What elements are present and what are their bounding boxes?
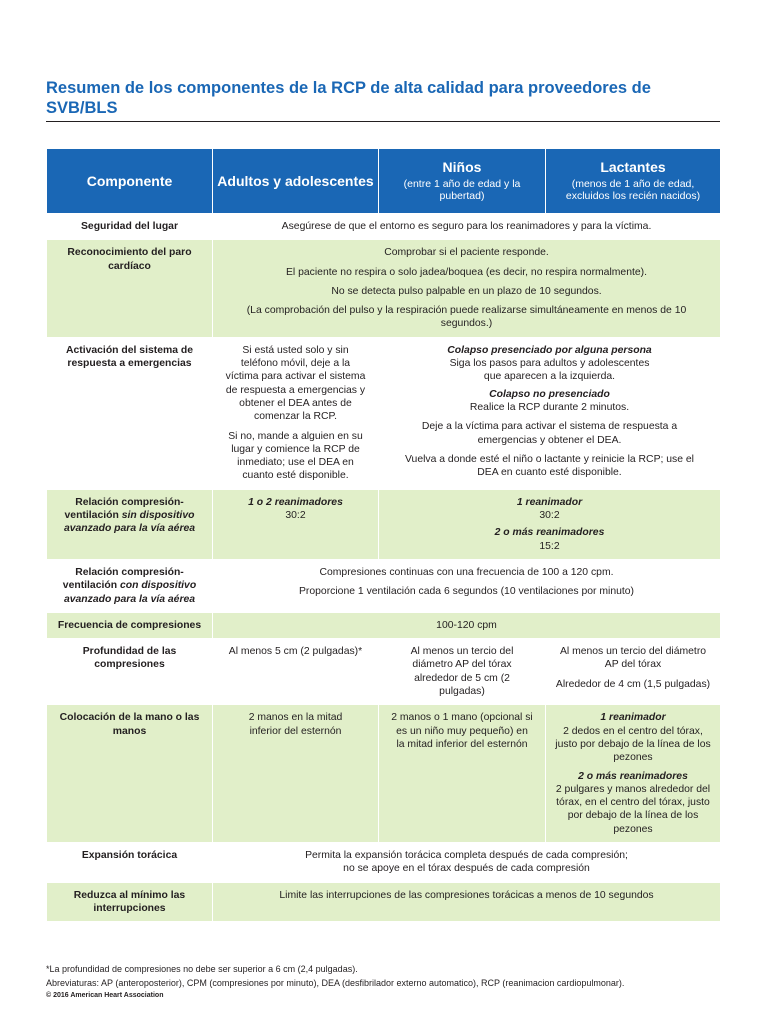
row-label-profundidad: Profundidad de las compresiones: [47, 639, 213, 705]
relacion-sin-label-a: Relación compresión-ventilación: [64, 496, 184, 522]
profundidad-lactantes-1: Al menos un tercio del diámetro AP del tórax: [559, 646, 707, 671]
header-adultos: Adultos y adolescentes: [213, 149, 379, 214]
colocacion-one-text: 2 dedos en el centro del tórax, justo por debajo de la línea de los pezones: [555, 725, 711, 764]
relacion-two-value: 15:2: [539, 540, 560, 552]
cell-activacion-ninos-lactantes: [379, 337, 721, 489]
cell-relacion-sin-ninos-lactantes: [379, 489, 721, 559]
cell-frecuencia: 100-120 cpm: [213, 612, 721, 638]
row-interrupciones: [47, 882, 721, 922]
relacion-con-label-a: Relación compresión-ventilación: [62, 566, 184, 592]
footnote-depth: *La profundidad de compresiones no debe ser superior a 6 cm (2,4 pulgadas).: [46, 964, 358, 974]
copyright: © 2016 American Heart Association: [46, 992, 164, 999]
expansion-line2: no se apoye en el tórax después de cada compresión: [343, 863, 590, 875]
table-header-row: [47, 149, 721, 214]
cell-relacion-con: [213, 559, 721, 612]
relacion-sin-adultos-head: 1 o 2 reanimadores: [248, 496, 343, 508]
row-label-frecuencia: Frecuencia de compresiones: [47, 612, 213, 638]
header-lactantes-subtitle: (menos de 1 año de edad, excluidos los recién nacidos): [565, 177, 701, 202]
row-colocacion: [47, 705, 721, 843]
row-relacion-sin: [47, 489, 721, 559]
cell-seguridad: Asegúrese de que el entorno es seguro para los reanimadores y para la víctima.: [213, 214, 721, 240]
row-seguridad: [47, 214, 721, 240]
colocacion-two-text: 2 pulgares y manos alrededor del tórax, en el centro del tórax, justo por debajo de la línea de los pezones: [555, 783, 711, 835]
header-lactantes: [546, 149, 721, 214]
relacion-one-value: 30:2: [539, 510, 560, 522]
row-activacion: [47, 337, 721, 489]
cpr-summary-table: [46, 148, 721, 922]
header-componente: Componente: [47, 149, 213, 214]
relacion-sin-label-b: sin dispositivo avanzado para la vía aérea: [63, 510, 196, 535]
relacion-con-line1: Compresiones continuas con una frecuencia de 100 a 120 cpm.: [319, 566, 614, 578]
cell-expansion: [213, 842, 721, 882]
cell-profundidad-ninos: Al menos un tercio del diámetro AP del tórax alrededor de 5 cm (2 pulgadas): [379, 639, 546, 705]
cell-colocacion-ninos: 2 manos o 1 mano (opcional si es un niño muy pequeño) en la mitad inferior del esternón: [379, 705, 546, 843]
relacion-con-line2: Proporcione 1 ventilación cada 6 segundos (10 ventilaciones por minuto): [298, 586, 634, 598]
presenciado-text: Siga los pasos para adultos y adolescentes que aparecen a la izquierda.: [449, 358, 650, 383]
row-reconocimiento: [47, 240, 721, 337]
row-label-colocacion: Colocación de la mano o las manos: [47, 705, 213, 843]
row-profundidad: [47, 639, 721, 705]
reconocimiento-line: Comprobar si el paciente responde.: [384, 247, 549, 259]
activacion-adultos-p2: Si no, mande a alguien en su lugar y comience la RCP de inmediato; use el DEA en cuanto esté disponible.: [228, 430, 363, 482]
row-label-seguridad: Seguridad del lugar: [47, 214, 213, 240]
reconocimiento-line: El paciente no respira o solo jadea/boquea (es decir, no respira normalmente).: [286, 266, 647, 278]
header-lactantes-title: Lactantes: [600, 158, 666, 175]
title-divider: [46, 121, 720, 122]
cell-reconocimiento: [213, 240, 721, 337]
row-label-interrupciones: Reduzca al mínimo las interrupciones: [47, 882, 213, 922]
colocacion-one-head: 1 reanimador: [600, 712, 666, 724]
footnotes: [46, 962, 736, 1002]
reconocimiento-line: (La comprobación del pulso y la respiración puede realizarse simultáneamente en menos de 10 segundos.): [246, 305, 687, 330]
profundidad-lactantes-2: Alrededor de 4 cm (1,5 pulgadas): [555, 678, 711, 690]
presenciado-heading: Colapso presenciado por alguna persona: [447, 344, 652, 356]
row-label-relacion-sin: [47, 489, 213, 559]
no-presenciado-text: Realice la RCP durante 2 minutos.: [469, 401, 630, 413]
row-label-relacion-con: [47, 559, 213, 612]
colocacion-two-head: 2 o más reanimadores: [578, 770, 688, 782]
activacion-adultos-p1: Si está usted solo y sin teléfono móvil, deje a la víctima para activar el sistema de respuesta a emergencias y obtener el DEA antes de comenzar la RCP.: [225, 344, 366, 423]
row-label-activacion: Activación del sistema de respuesta a emergencias: [47, 337, 213, 489]
no-presenciado-p2: Deje a la víctima para activar el sistema de respuesta a emergencias y obtener el DEA.: [421, 421, 678, 446]
cell-colocacion-adultos: 2 manos en la mitad inferior del esternón: [213, 705, 379, 843]
header-ninos-title: Niños: [442, 158, 482, 175]
cell-profundidad-lactantes: [546, 639, 721, 705]
row-label-reconocimiento: Reconocimiento del paro cardíaco: [47, 240, 213, 337]
cell-profundidad-adultos: Al menos 5 cm (2 pulgadas)*: [213, 639, 379, 705]
page-title: Resumen de los componentes de la RCP de alta calidad para proveedores de SVB/BLS: [46, 79, 651, 117]
reconocimiento-line: No se detecta pulso palpable en un plazo de 10 segundos.: [331, 285, 602, 297]
expansion-line1: Permita la expansión torácica completa después de cada compresión;: [305, 849, 628, 861]
row-label-expansion: Expansión torácica: [47, 842, 213, 882]
cell-relacion-sin-adultos: [213, 489, 379, 559]
no-presenciado-heading: Colapso no presenciado: [489, 388, 610, 400]
cell-activacion-adultos: [213, 337, 379, 489]
relacion-one-head: 1 reanimador: [516, 496, 583, 508]
no-presenciado-p3: Vuelva a donde esté el niño o lactante y reinicie la RCP; use el DEA en cuanto esté disponible.: [405, 453, 694, 479]
relacion-sin-adultos-value: 30:2: [285, 510, 306, 522]
cell-interrupciones: Limite las interrupciones de las compresiones torácicas a menos de 10 segundos: [213, 882, 721, 922]
footnote-abbreviations: Abreviaturas: AP (anteroposterior), CPM (compresiones por minuto), DEA (desfibrilador externo automatico), RCP (reanimacion cardiopulmonar).: [46, 978, 625, 988]
relacion-two-head: 2 o más reanimadores: [494, 527, 605, 539]
relacion-con-label-b: con dispositivo avanzado para la vía aérea: [63, 580, 197, 605]
row-expansion: [47, 842, 721, 882]
cell-colocacion-lactantes: [546, 705, 721, 843]
row-relacion-con: [47, 559, 721, 612]
header-ninos: [379, 149, 546, 214]
header-ninos-subtitle: (entre 1 año de edad y la pubertad): [403, 177, 521, 202]
row-frecuencia: [47, 612, 721, 638]
